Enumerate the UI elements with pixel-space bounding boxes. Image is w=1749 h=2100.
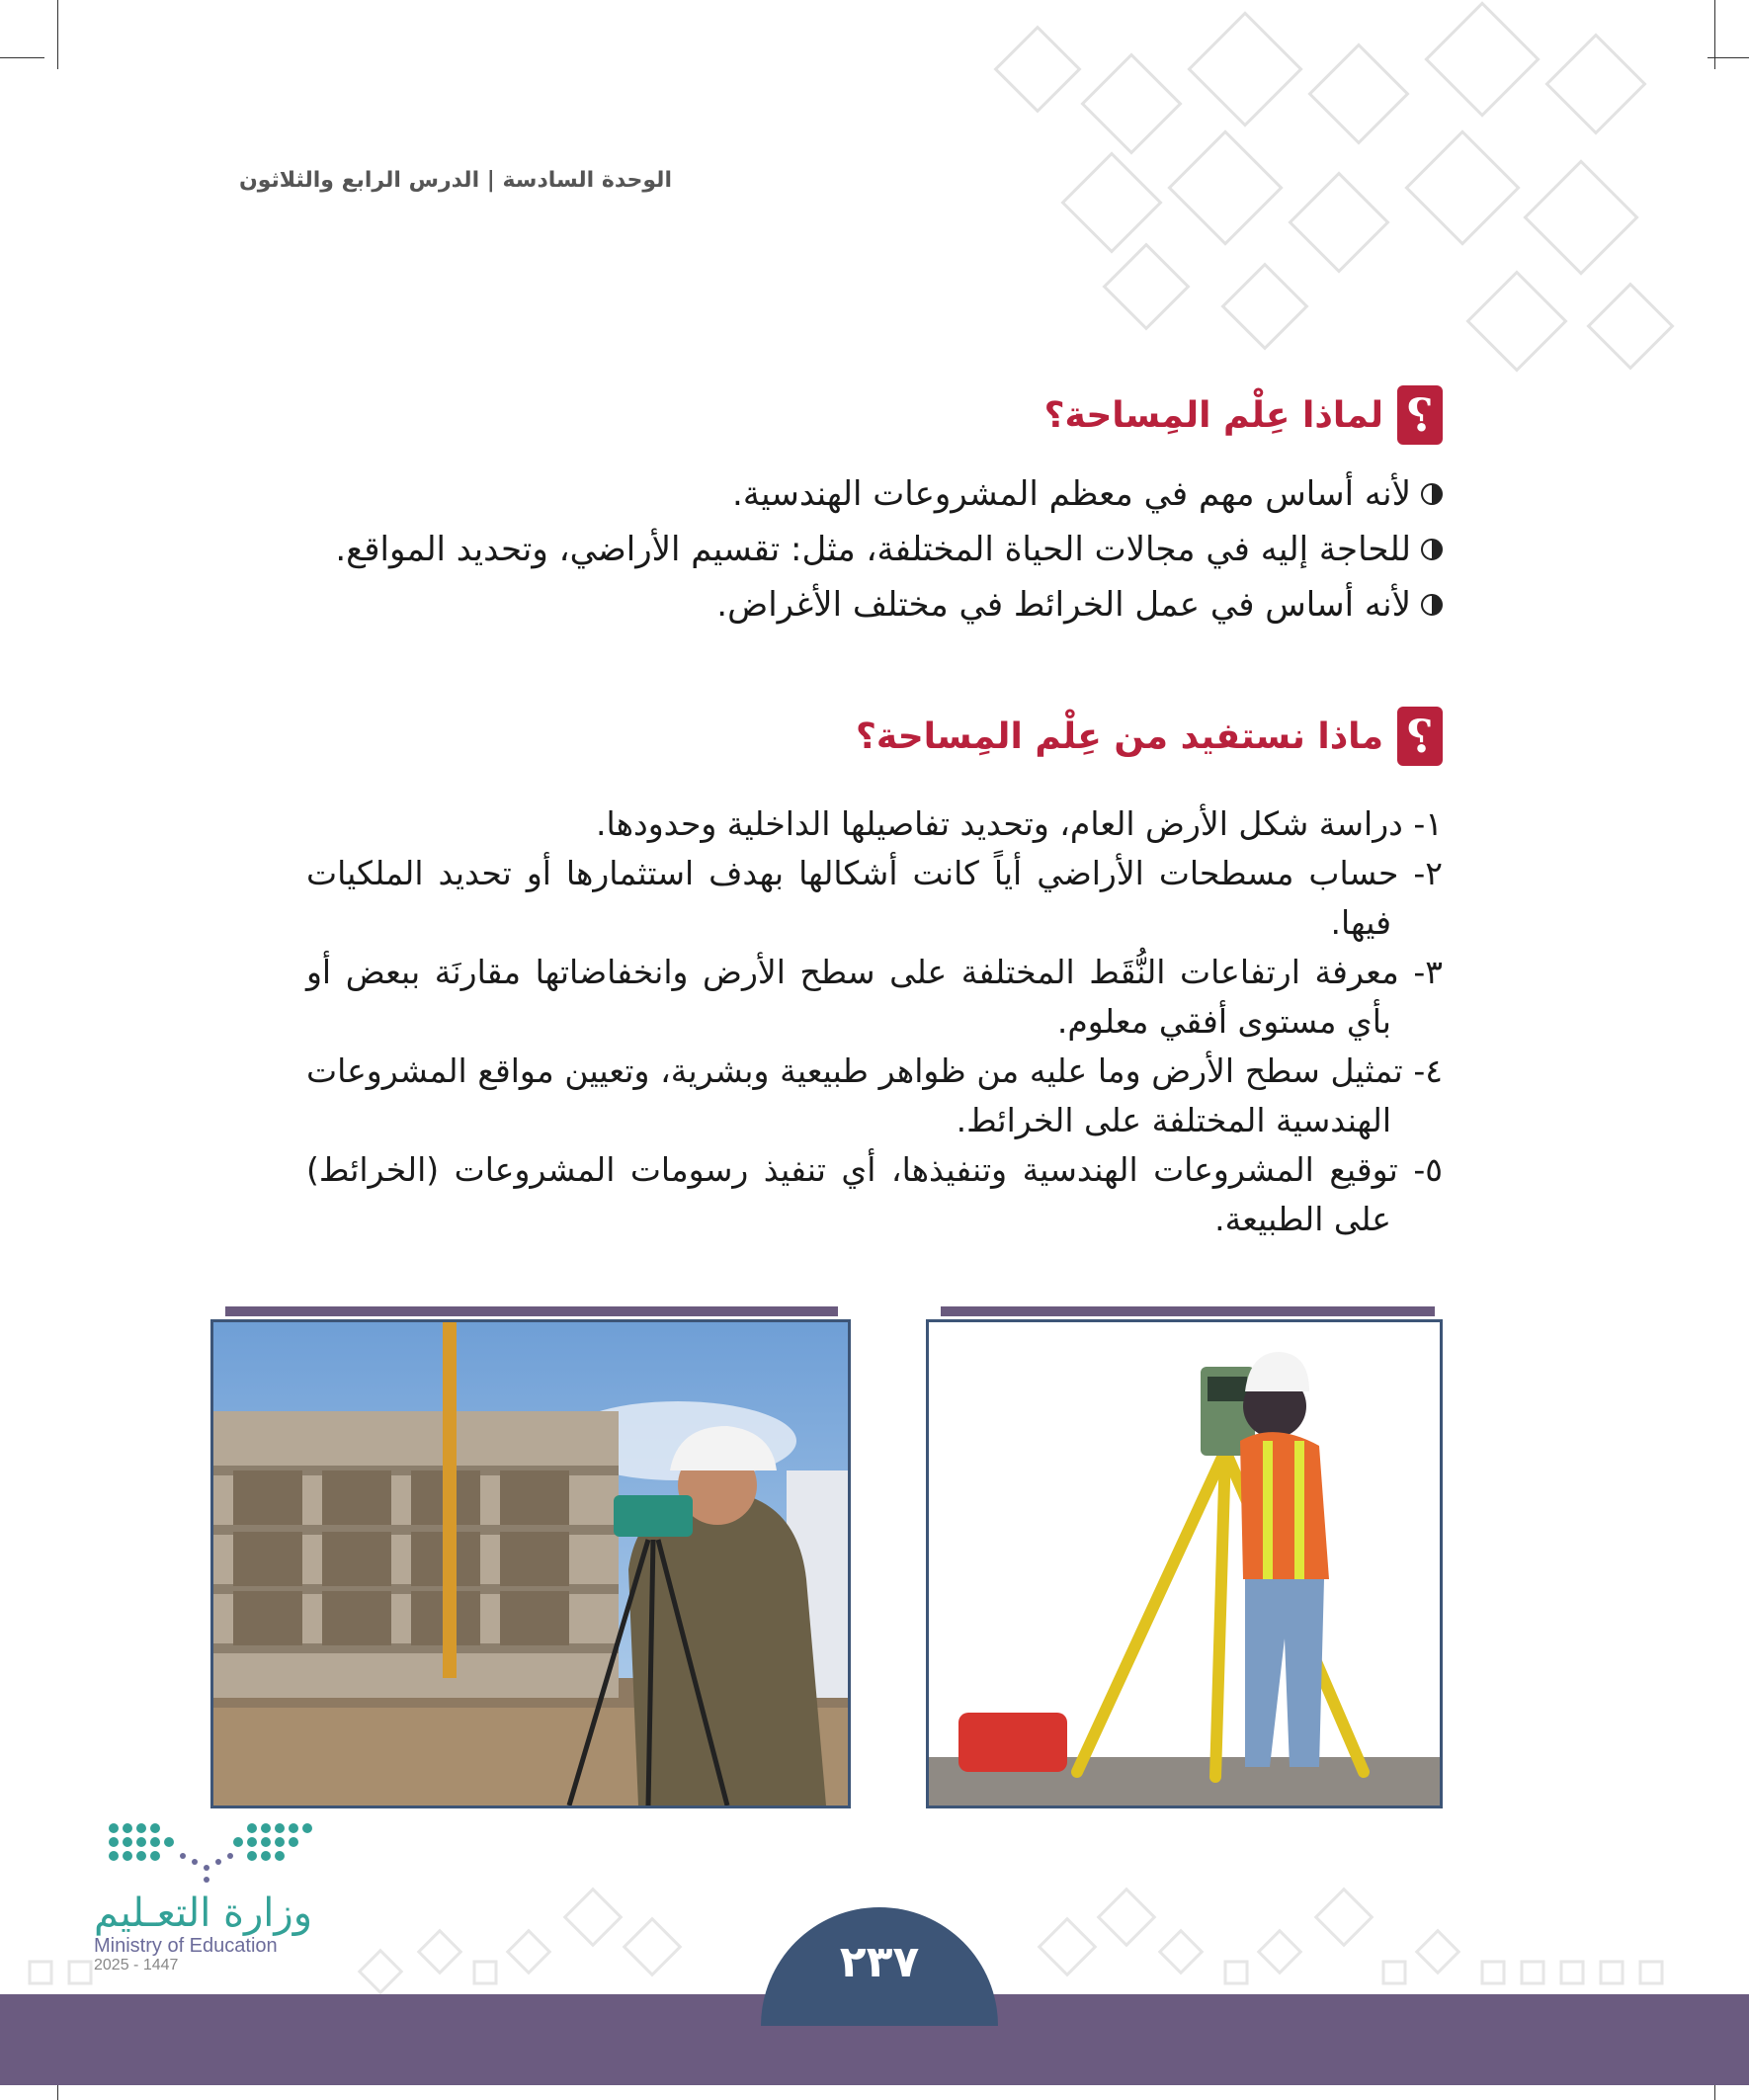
list-item: لأنه أساس في عمل الخرائط في مختلف الأغراض. (306, 577, 1443, 632)
section-title (306, 385, 1443, 445)
total-station-illustration (929, 1322, 1440, 1806)
photo-top-bar (941, 1306, 1435, 1316)
question-mark-icon: ? (1397, 707, 1443, 766)
running-header: الوحدة السادسة | الدرس الرابع والثلاثون (238, 168, 672, 193)
ministry-dots-logo-icon (104, 1818, 321, 1888)
list-item: ٣- معرفة ارتفاعات النُّقَط المختلفة على سطح الأرض وانخفاضاتها مقارنَة ببعض أو بأي مستوى أفقي معلوم. (306, 953, 1443, 1041)
construction-survey-illustration (213, 1322, 848, 1806)
half-circle-bullet-icon (1421, 539, 1443, 560)
ministry-year: 2025 - 1447 (94, 1957, 179, 1974)
section-title (306, 707, 1443, 766)
list-item: ٢- حساب مسطحات الأراضي أياً كانت أشكالها بهدف استثمارها أو تحديد الملكيات فيها. (306, 854, 1443, 942)
half-circle-bullet-icon (1421, 483, 1443, 505)
why-list (306, 466, 1443, 632)
total-station-photo (926, 1319, 1443, 1808)
ministry-name-english: Ministry of Education (94, 1935, 278, 1957)
list-item: ١- دراسة شكل الأرض العام، وتحديد تفاصيلها الداخلية وحدودها. (596, 804, 1443, 843)
benefits-title: ماذا نستفيد من عِلْم المِساحة؟ (855, 715, 1383, 757)
ministry-logo (94, 1818, 321, 1974)
list-item: ٥- توقيع المشروعات الهندسية وتنفيذها، أي تنفيذ رسومات المشروعات (الخرائط) على الطبيعة. (306, 1150, 1443, 1238)
decorative-pattern-top (0, 0, 1749, 415)
list-item: لأنه أساس مهم في معظم المشروعات الهندسية. (306, 466, 1443, 522)
list-item: ٤- تمثيل سطح الأرض وما عليه من ظواهر طبيعية وبشرية، وتعيين مواقع المشروعات الهندسية المختلفة على الخرائط. (306, 1051, 1443, 1139)
surveying-benefits-section (306, 707, 1443, 1244)
question-mark-icon: ? (1397, 385, 1443, 445)
construction-survey-photo (210, 1319, 851, 1808)
page-number: ٢٣٧ (839, 1936, 920, 1987)
benefits-list (306, 799, 1443, 1244)
why-surveying-title: لماذا عِلْم المِساحة؟ (1043, 394, 1383, 436)
why-surveying-section (306, 385, 1443, 632)
ministry-name-arabic: وزارة التعـليم (94, 1890, 313, 1936)
half-circle-bullet-icon (1421, 594, 1443, 616)
photo-top-bar (225, 1306, 838, 1316)
list-item: للحاجة إليه في مجالات الحياة المختلفة، مثل: تقسيم الأراضي، وتحديد المواقع. (306, 522, 1443, 577)
page-number-tab (761, 1907, 998, 2026)
